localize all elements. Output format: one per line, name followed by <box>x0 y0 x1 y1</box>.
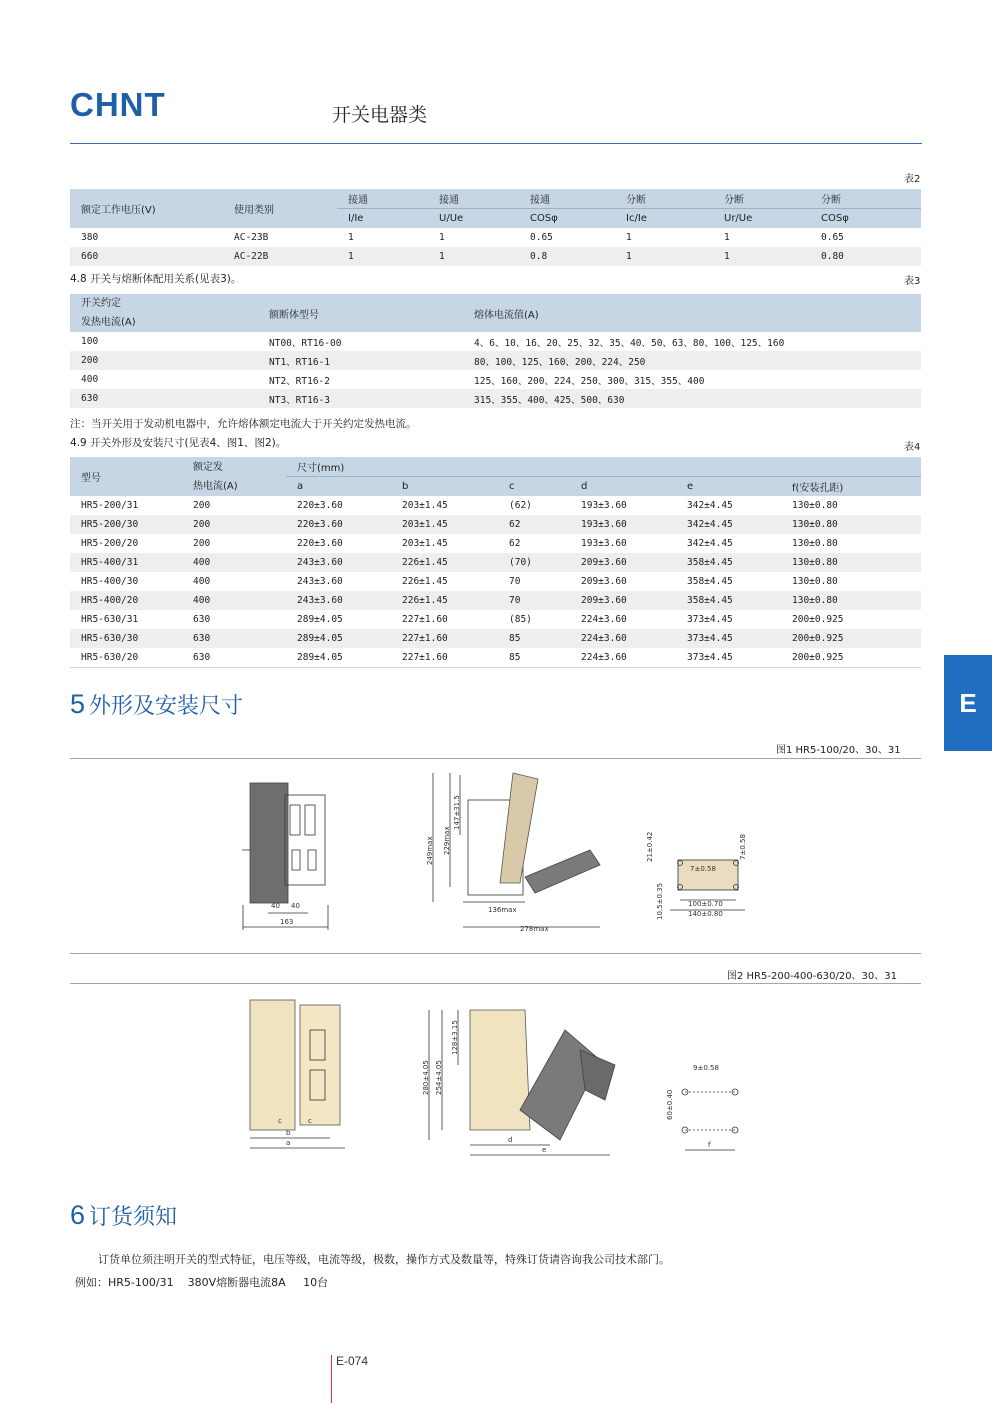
figure2-label-60: 60±0.40 <box>666 1089 674 1120</box>
section-4-8-text: 4.8 开关与熔断体配用关系(见表3)。 <box>70 273 242 285</box>
figure1-label-10-5: 10.5±0.35 <box>656 882 664 920</box>
table-cell: NT00、RT16-00 <box>269 337 342 349</box>
table-cell: 373±4.45 <box>676 629 781 648</box>
table-cell: 0.65 <box>821 232 844 243</box>
figure1-label-278: 278max <box>520 925 549 933</box>
table-cell: 227±1.60 <box>402 652 448 663</box>
table-cell: 224±3.60 <box>570 629 676 648</box>
table-cell: 289±4.05 <box>297 652 343 663</box>
table-cell: 200±0.925 <box>792 614 844 625</box>
table2-subheader-cell: Ic/Ie <box>615 209 713 229</box>
table-cell: 1 <box>713 247 810 266</box>
table3 <box>70 294 921 408</box>
chapter-tab: E <box>944 655 992 751</box>
table2-subheader-cell: U/Ue <box>428 209 519 229</box>
table-cell: (70) <box>498 553 570 572</box>
figure1-label-136: 136max <box>488 906 517 914</box>
table-cell: 70 <box>509 576 521 587</box>
table-cell: 400 <box>81 374 99 385</box>
figure2-label-128: 128±3.15 <box>451 1020 459 1055</box>
order-example: 例如：HR5-100/31 380V熔断器电流8A 10台 <box>75 1276 329 1289</box>
table-cell: 226±1.45 <box>391 591 498 610</box>
table4 <box>70 457 921 667</box>
figure1-handle-block <box>250 783 288 903</box>
table-cell: 200 <box>182 515 286 534</box>
table2-subheader-cell: I/Ie <box>337 209 428 229</box>
figure1-label-229: 229max <box>443 826 451 855</box>
table-cell: 224±3.60 <box>581 652 627 663</box>
table-cell: 200±0.925 <box>792 652 844 663</box>
table-cell: 289±4.05 <box>297 614 343 625</box>
table-cell: 1 <box>348 232 354 243</box>
table-cell: 289±4.05 <box>286 629 391 648</box>
figure2-label-254: 254±4.05 <box>435 1060 443 1095</box>
table2-header-cell: 接通 <box>519 189 615 209</box>
table-cell: 1 <box>626 232 632 243</box>
table-cell: 1 <box>337 247 428 266</box>
table-cell: 630 <box>70 389 258 408</box>
table4-header-b: b <box>391 477 498 497</box>
table4-row <box>70 553 921 572</box>
table2-row <box>70 228 921 247</box>
table-cell: 660 <box>70 247 223 266</box>
table-cell: 358±4.45 <box>676 591 781 610</box>
table-cell: 193±3.60 <box>581 538 627 549</box>
table-cell: 200 <box>193 538 211 549</box>
table-cell: AC-22B <box>223 247 337 266</box>
table-cell: 243±3.60 <box>286 591 391 610</box>
table-cell: HR5-400/30 <box>81 576 139 587</box>
table-cell: HR5-200/30 <box>70 515 182 534</box>
table-cell: 358±4.45 <box>676 553 781 572</box>
table-cell: (85) <box>509 614 532 625</box>
table4-header-e: e <box>676 477 781 497</box>
table4-header-model: 型号 <box>70 457 182 496</box>
figure1-label-100: 100±0.70 <box>688 900 723 908</box>
figure2-label-e: e <box>542 1146 547 1154</box>
table4-row <box>70 515 921 534</box>
table3-row <box>70 332 921 351</box>
table-cell: 4、6、10、16、20、25、32、35、40、50、63、80、100、125、160 <box>474 337 785 349</box>
figure2-label-a: a <box>286 1139 291 1147</box>
table-cell: 203±1.45 <box>402 538 448 549</box>
section-5-number: 5 <box>70 689 86 719</box>
table-cell: 380 <box>81 232 99 243</box>
table-cell: 220±3.60 <box>297 500 343 511</box>
table-cell: NT2、RT16-2 <box>269 375 330 387</box>
table-cell: 62 <box>498 515 570 534</box>
table2-row <box>70 247 921 266</box>
figure2-drawing <box>230 990 770 1165</box>
table-cell: 1 <box>428 247 519 266</box>
figure1-label-249: 249max <box>426 836 434 865</box>
table-cell: 315、355、400、425、500、630 <box>463 389 921 408</box>
table-cell: 200 <box>193 500 211 511</box>
table2-header-cell: 分断 <box>713 189 810 209</box>
table4-caption: 表4 <box>904 442 921 453</box>
table-cell: 125、160、200、224、250、300、315、355、400 <box>474 375 705 387</box>
table-cell: 342±4.45 <box>687 500 733 511</box>
table-cell: 203±1.45 <box>391 515 498 534</box>
table-cell: 227±1.60 <box>391 629 498 648</box>
header-divider <box>70 143 922 144</box>
table4-row <box>70 496 921 515</box>
table-cell: 85 <box>509 652 521 663</box>
fuse-note: 注：当开关用于发动机电器中，允许熔体额定电流大于开关约定发热电流。 <box>70 418 417 430</box>
figure2-label-c: c <box>278 1117 282 1125</box>
table3-header-fuse-current: 熔体电流值(A) <box>463 294 921 332</box>
order-paragraph: 订货单位须注明开关的型式特征，电压等级，电流等级，极数，操作方式及数量等，特殊订货请咨询我公司技术部门。 <box>98 1253 670 1266</box>
table-cell: NT3、RT16-3 <box>258 389 463 408</box>
table-cell: 400 <box>182 591 286 610</box>
table-cell: 373±4.45 <box>687 652 733 663</box>
figure1-front-view <box>242 783 328 930</box>
figure1-label-147: 147±31.5 <box>453 795 461 830</box>
table-cell: 1 <box>439 232 445 243</box>
table3-header-current-line1: 开关约定 <box>81 298 121 309</box>
table2-subheader-cell: Ur/Ue <box>713 209 810 229</box>
table-cell: HR5-400/20 <box>70 591 182 610</box>
table-cell: 373±4.45 <box>687 614 733 625</box>
page-number-bar <box>331 1355 332 1403</box>
table2-header-category: 使用类别 <box>223 189 337 228</box>
table-cell: 203±1.45 <box>402 500 448 511</box>
table-cell: 220±3.60 <box>297 538 343 549</box>
table-cell: 200±0.925 <box>781 629 921 648</box>
table-cell: 130±0.80 <box>781 591 921 610</box>
table4-header-rated-line1: 额定发 <box>193 461 223 473</box>
page-number: E-074 <box>336 1354 369 1368</box>
section-6-heading <box>70 1200 177 1231</box>
figure1-label-40a: 40 <box>271 902 280 910</box>
table-cell: 358±4.45 <box>687 576 733 587</box>
table-cell: 342±4.45 <box>687 538 733 549</box>
table4-header-c: c <box>498 477 570 497</box>
figure1-caption: 图1 HR5-100/20、30、31 <box>776 745 901 756</box>
table-cell: 100 <box>81 336 99 347</box>
table-cell: AC-23B <box>234 232 269 243</box>
table3-row <box>70 389 921 408</box>
table4-row <box>70 534 921 553</box>
table-cell: NT1、RT16-1 <box>258 351 463 370</box>
table4-header-row <box>70 457 921 477</box>
table-cell: 630 <box>193 614 211 625</box>
table3-row <box>70 370 921 389</box>
table-cell: 62 <box>509 538 521 549</box>
table-cell: 80、100、125、160、200、224、250 <box>463 351 921 370</box>
table-cell: 243±3.60 <box>286 553 391 572</box>
table3-header-row <box>70 294 921 332</box>
table-cell: 220±3.60 <box>286 515 391 534</box>
table4-header-a: a <box>286 477 391 497</box>
table2-subheader-cell: COSφ <box>810 209 921 229</box>
figure1-drawing <box>230 765 770 940</box>
table2-header-row <box>70 189 921 209</box>
table2-header-cell: 接通 <box>337 189 428 209</box>
section-5-heading <box>70 689 243 720</box>
table-cell: 227±1.60 <box>402 614 448 625</box>
table-cell: 400 <box>193 576 211 587</box>
table-cell: 85 <box>498 629 570 648</box>
table2 <box>70 189 921 266</box>
table-cell: 226±1.45 <box>391 553 498 572</box>
figure2-caption: 图2 HR5-200-400-630/20、30、31 <box>727 971 897 982</box>
section-4-9-text: 4.9 开关外形及安装尺寸(见表4、图1、图2)。 <box>70 437 287 449</box>
table-cell: 224±3.60 <box>581 614 627 625</box>
table-cell: 130±0.80 <box>781 553 921 572</box>
table4-header-f: f(安装孔距) <box>781 477 921 497</box>
table-cell: 209±3.60 <box>570 591 676 610</box>
figure2-label-b: b <box>286 1129 291 1137</box>
table-cell: 0.8 <box>519 247 615 266</box>
table4-row <box>70 572 921 591</box>
table2-caption: 表2 <box>904 174 921 185</box>
figure2-label-280: 280±4.05 <box>422 1060 430 1095</box>
table-cell: 342±4.45 <box>676 515 781 534</box>
table2-subheader-cell: COSφ <box>519 209 615 229</box>
table3-header-current <box>70 294 258 332</box>
table-cell: 130±0.80 <box>792 538 838 549</box>
table3-header-current-line2: 发热电流(A) <box>81 317 136 328</box>
table3-header-fuse-model: 额断体型号 <box>258 294 463 332</box>
table-cell: 130±0.80 <box>792 500 838 511</box>
section-5-title: 外形及安装尺寸 <box>89 694 244 719</box>
figure2-label-9: 9±0.58 <box>693 1064 719 1072</box>
table-cell: 243±3.60 <box>297 576 343 587</box>
table-cell: HR5-630/20 <box>81 652 139 663</box>
table4-bottom-rule <box>70 667 921 668</box>
table-cell: 209±3.60 <box>570 553 676 572</box>
table2-header-cell: 分断 <box>810 189 921 209</box>
table3-row <box>70 351 921 370</box>
figure2-label-d: d <box>508 1136 513 1144</box>
table-cell: 193±3.60 <box>570 515 676 534</box>
table4-header-rated <box>182 457 286 496</box>
figure1-label-140: 140±0.80 <box>688 910 723 918</box>
table-cell: 400 <box>182 553 286 572</box>
figure2-front-view <box>250 1000 345 1148</box>
figure1-label-7a: 7±0.58 <box>739 834 747 860</box>
figure1-bottom-rule <box>70 953 921 954</box>
table-cell: HR5-630/31 <box>81 614 139 625</box>
table-cell: 226±1.45 <box>402 576 448 587</box>
table-cell: 0.80 <box>810 247 921 266</box>
table-cell: 130±0.80 <box>792 576 838 587</box>
table4-row <box>70 629 921 648</box>
table4-row <box>70 610 921 629</box>
table2-header-cell: 分断 <box>615 189 713 209</box>
table-cell: 70 <box>498 591 570 610</box>
figure2-label-f: f <box>708 1141 711 1149</box>
figure1-top-rule <box>70 758 921 759</box>
figure2-top-rule <box>70 983 921 984</box>
table-cell: 1 <box>615 247 713 266</box>
table3-caption: 表3 <box>904 276 921 287</box>
table-cell: 630 <box>193 652 211 663</box>
figure2-label-c2: c <box>308 1117 312 1125</box>
table-cell: 630 <box>182 629 286 648</box>
table4-header-dims: 尺寸(mm) <box>286 457 921 477</box>
table-cell: (62) <box>509 500 532 511</box>
brand-logo: CHNT <box>70 86 166 123</box>
table-cell: HR5-200/20 <box>81 538 139 549</box>
table4-header-d: d <box>570 477 676 497</box>
page-title: 开关电器类 <box>332 104 428 126</box>
table-cell: 193±3.60 <box>581 500 627 511</box>
figure1-label-7b: 7±0.58 <box>690 865 716 873</box>
section-6-title: 订货须知 <box>89 1205 178 1230</box>
figure1-label-21: 21±0.42 <box>646 831 654 862</box>
table-cell: HR5-200/31 <box>81 500 139 511</box>
table-cell: HR5-630/30 <box>70 629 182 648</box>
table4-row <box>70 591 921 610</box>
table-cell: 130±0.80 <box>781 515 921 534</box>
table4-row <box>70 648 921 667</box>
table-cell: 200 <box>70 351 258 370</box>
figure1-label-40b: 40 <box>291 902 300 910</box>
table-cell: 0.65 <box>530 232 553 243</box>
table-cell: 209±3.60 <box>581 576 627 587</box>
table-cell: HR5-400/31 <box>70 553 182 572</box>
table-cell: 1 <box>724 232 730 243</box>
table4-header-rated-line2: 热电流(A) <box>193 480 238 492</box>
section-6-number: 6 <box>70 1200 86 1230</box>
table2-header-voltage: 额定工作电压(V) <box>70 189 223 228</box>
table2-header-cell: 接通 <box>428 189 519 209</box>
figure1-label-163: 163 <box>280 918 294 926</box>
